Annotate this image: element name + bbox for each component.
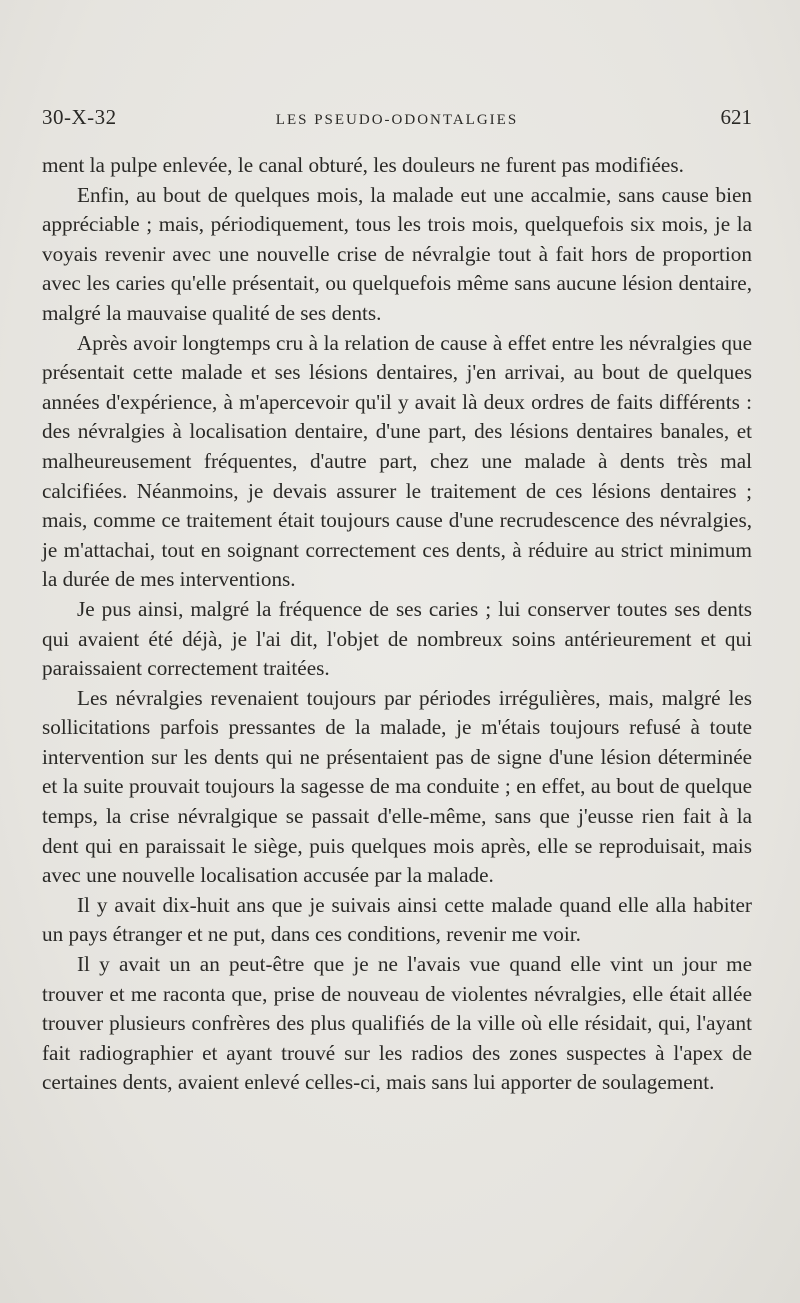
running-head xyxy=(42,105,752,139)
header-date: 30-X-32 xyxy=(42,105,117,129)
paragraph-4: Je pus ainsi, malgré la fréquence de ses caries ; lui conserver toutes ses dents qui avaient été déjà, je l'ai dit, l'objet de nombreux soins antérieurement et qui paraissaient correctement traitées. xyxy=(42,596,752,681)
body-text xyxy=(42,151,752,1098)
paragraph-6: Il y avait dix-huit ans que je suivais ainsi cette malade quand elle alla habiter un pays étranger et ne put, dans ces conditions, revenir me voir. xyxy=(42,892,752,947)
paragraph-5: Les névralgies revenaient toujours par périodes irrégulières, mais, malgré les sollicitations parfois pressantes de la malade, je m'étais toujours refusé à toute intervention sur les dents qui ne présentaient pas de signe d'une lésion déterminée et la suite prouvait toujours la sagesse de ma conduite ; en effet, au bout de quelque temps, la crise névralgique se passait d'elle-même, sans que j'eusse rien fait à la dent qui en paraissait le siège, puis quelques mois après, elle se reproduisait, mais avec une nouvelle localisation accusée par la malade. xyxy=(42,685,752,888)
paragraph-2: Enfin, au bout de quelques mois, la malade eut une accalmie, sans cause bien appréciable ; mais, périodiquement, tous les trois mois, quelquefois six mois, je la voyais revenir avec une nouvelle crise de névralgie tout à fait hors de proportion avec les caries qu'elle présentait, ou quelquefois même sans aucune lésion dentaire, malgré la mauvaise qualité de ses dents. xyxy=(42,182,752,325)
page-number: 621 xyxy=(720,105,752,129)
paragraph-3: Après avoir longtemps cru à la relation de cause à effet entre les névralgies que présentait cette malade et ses lésions dentaires, j'en arrivai, au bout de quelques années d'expérience, à m'apercevoir qu'il y avait là deux ordres de faits différents : des névralgies à localisation dentaire, d'une part, des lésions dentaires banales, et malheureusement fréquentes, d'autre part, chez une malade à dents très mal calcifiées. Néanmoins, je devais assurer le traitement de ces lésions dentaires ; mais, comme ce traitement était toujours cause d'une recrudescence des névralgies, je m'attachai, tout en soignant correctement ces dents, à réduire au strict minimum la durée de mes interventions. xyxy=(42,330,752,592)
paragraph-1: ment la pulpe enlevée, le canal obturé, les douleurs ne furent pas modifiées. xyxy=(42,153,684,177)
header-title: LES PSEUDO-ODONTALGIES xyxy=(275,112,519,128)
paragraph-7: Il y avait un an peut-être que je ne l'avais vue quand elle vint un jour me trouver et me raconta que, prise de nouveau de violentes névralgies, elle était allée trouver plusieurs confrères des plus qualifiés de la ville où elle résidait, qui, l'ayant fait radiographier et ayant trouvé sur les radios des zones suspectes à l'apex de certaines dents, avaient enlevé celles-ci, mais sans lui apporter de soulagement. xyxy=(42,952,752,1095)
